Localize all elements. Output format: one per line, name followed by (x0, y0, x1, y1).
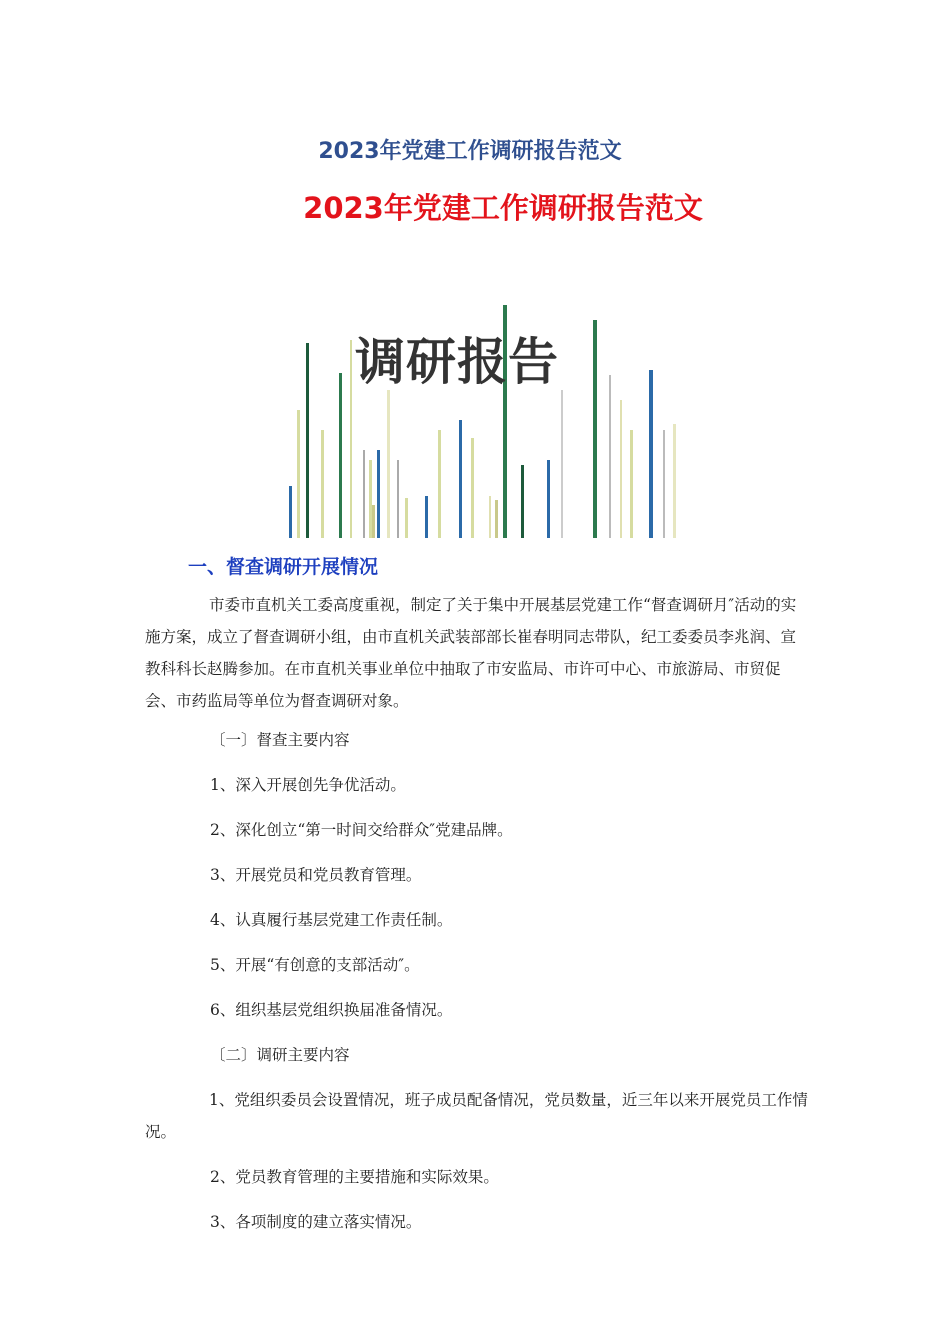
cover-image (283, 300, 683, 538)
main-title: 2023年党建工作调研报告范文 (303, 191, 703, 225)
section-heading: 一、督查调研开展情况 (188, 556, 379, 578)
list-item: 2、深化创立“第一时间交给群众″党建品牌。 (210, 821, 513, 839)
list-item: 1、深入开展创先争优活动。 (210, 776, 406, 794)
list-item: 4、认真履行基层党建工作责任制。 (210, 911, 453, 929)
list-item: 2、党员教育管理的主要措施和实际效果。 (210, 1168, 499, 1186)
header-title: 2023年党建工作调研报告范文 (318, 139, 622, 164)
list-item: 6、组织基层党组织换届准备情况。 (210, 1001, 453, 1019)
list-item: 3、开展党员和党员教育管理。 (210, 866, 422, 884)
subsection-title-1: 〔一〕督查主要内容 (210, 731, 350, 749)
list-item: 3、各项制度的建立落实情况。 (210, 1213, 422, 1231)
subsection-title-2: 〔二〕调研主要内容 (210, 1046, 350, 1064)
list-item: 5、开展“有创意的支部活动″。 (210, 956, 420, 974)
list-item: 1、党组织委员会设置情况，班子成员配备情况，党员数量，近三年以来开展党员工作情况。 (145, 1091, 808, 1141)
intro-paragraph: 市委市直机关工委高度重视，制定了关于集中开展基层党建工作“督查调研月″活动的实施方案，成立了督查调研小组，由市直机关武装部部长崔春明同志带队，纪工委委员李兆润、宣教科科长赵腾参加。在市直机关事业单位中抽取了市安监局、市许可中心、市旅游局、市贸促会、市药监局等单位为督查调研对象。 (145, 596, 797, 710)
cover-image-text: 调研报告 (355, 333, 559, 391)
